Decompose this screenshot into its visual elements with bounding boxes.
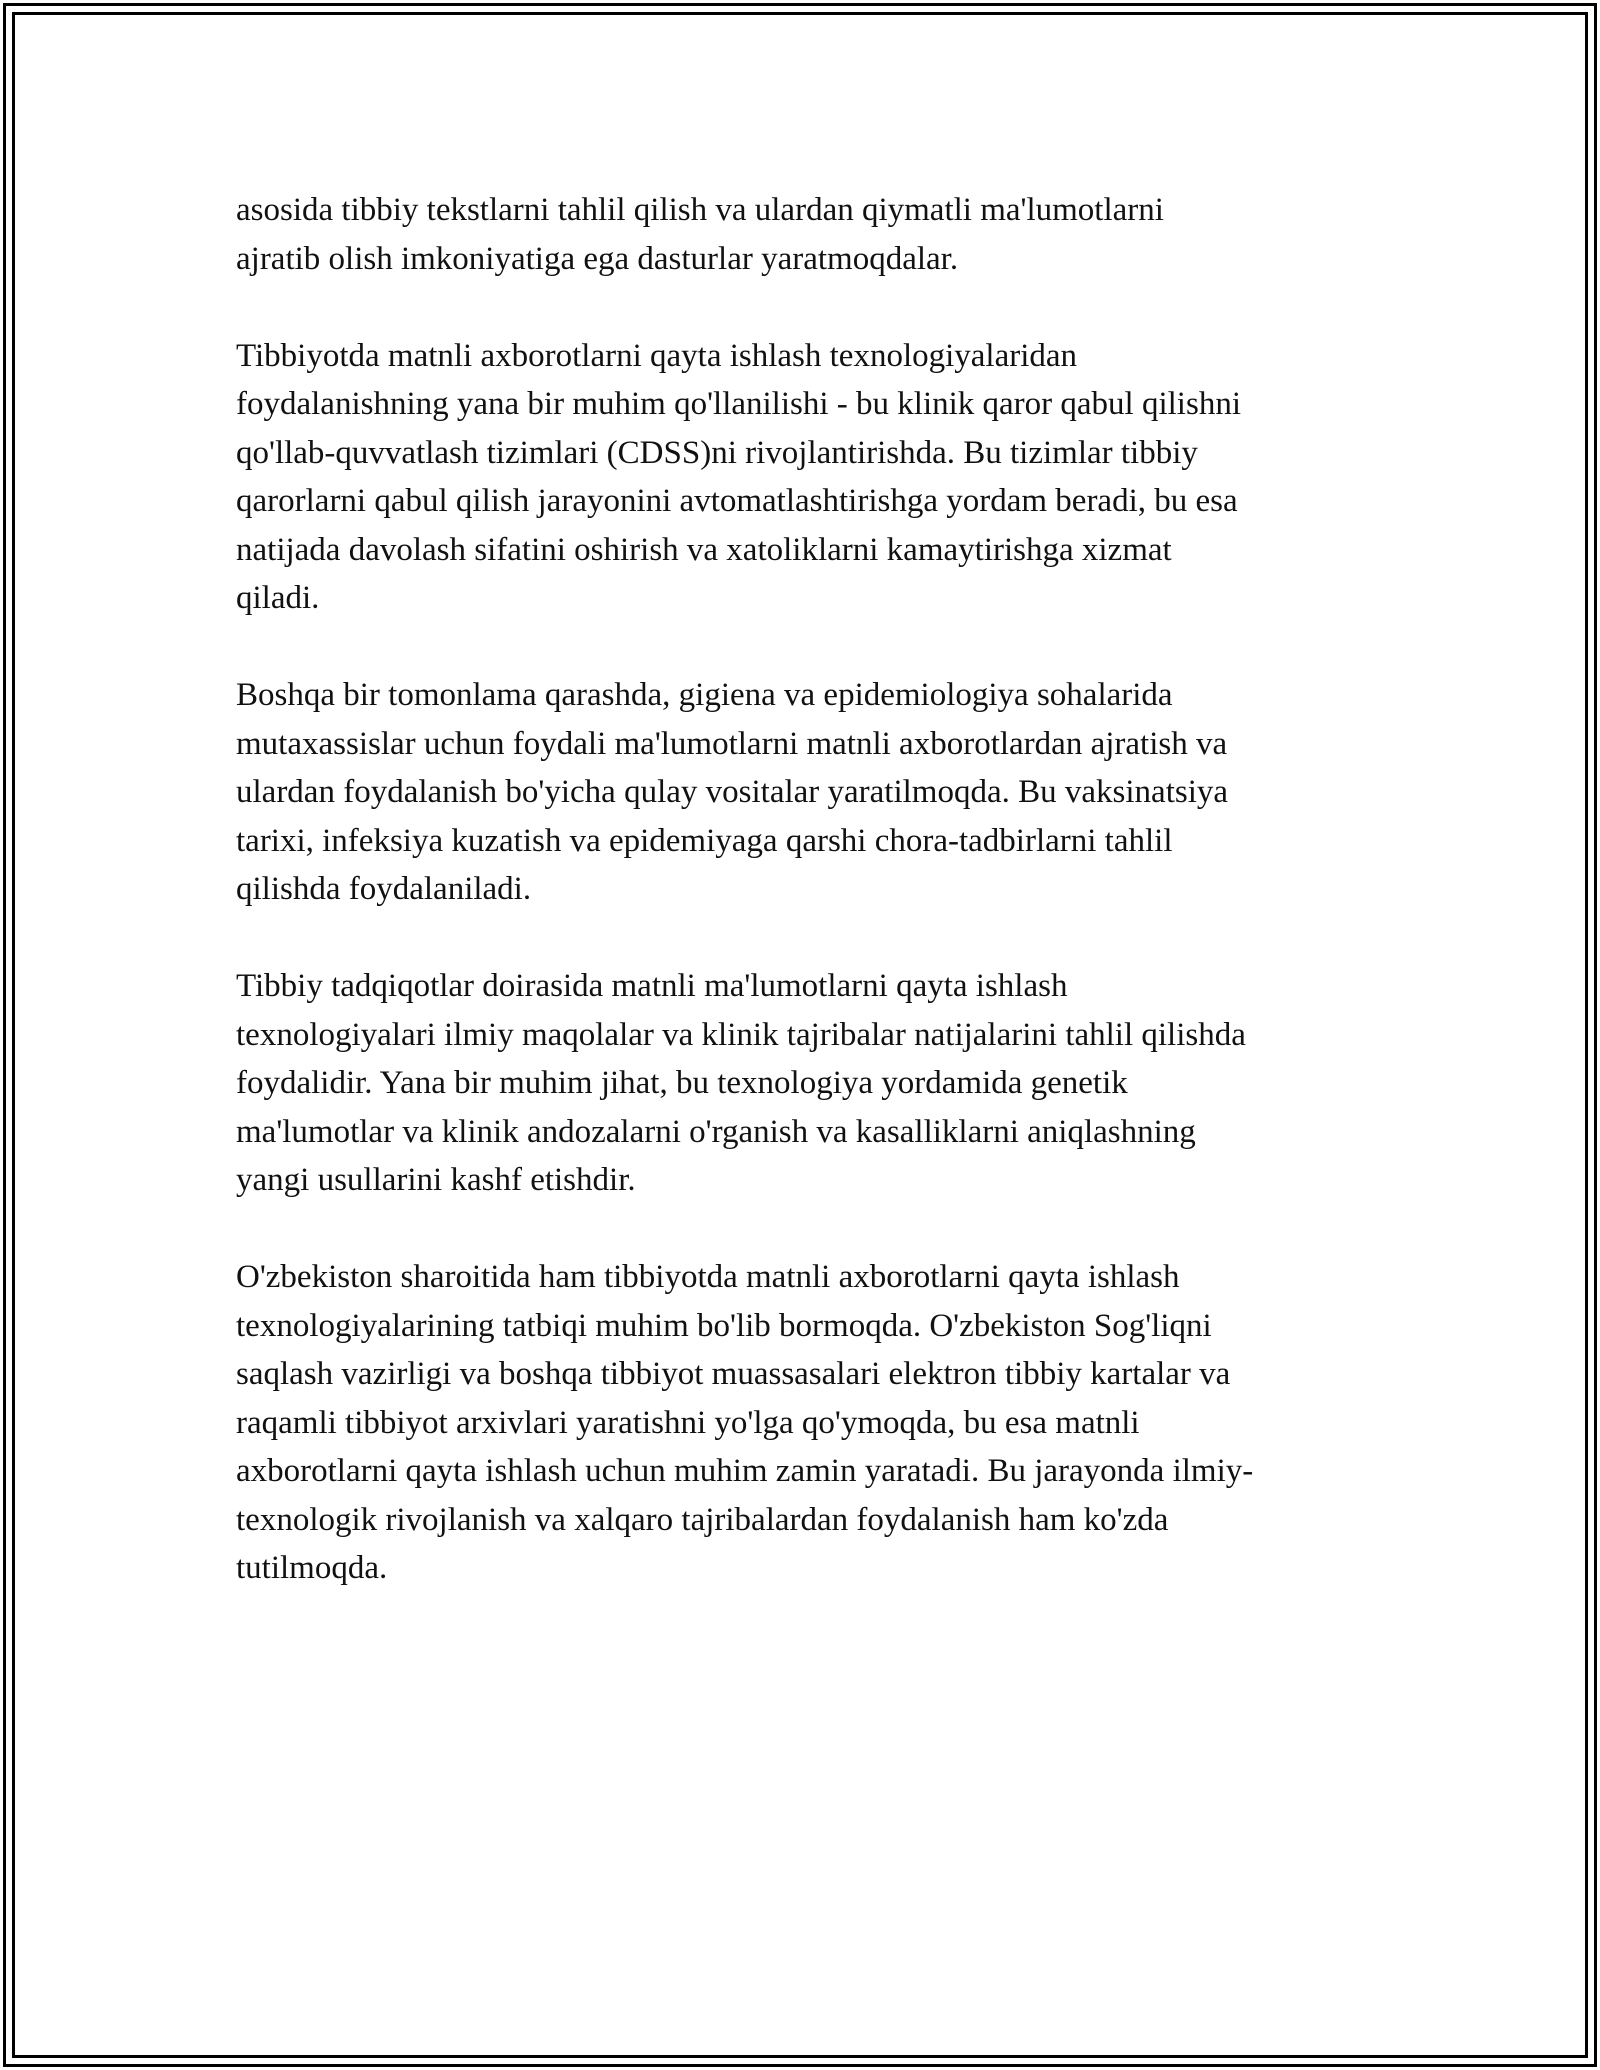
text-line: texnologik rivojlanish va xalqaro tajribalardan foydalanish ham ko'zda xyxy=(236,1501,1169,1538)
text-line: ajratib olish imkoniyatiga ega dasturlar yaratmoqdalar. xyxy=(236,240,959,277)
text-line: Tibbiyotda matnli axborotlarni qayta ishlash texnologiyalaridan xyxy=(236,337,1078,374)
text-line: yangi usullarini kashf etishdir. xyxy=(236,1162,636,1198)
text-line: tarixi, infeksiya kuzatish va epidemiyaga qarshi chora-tadbirlarni tahlil xyxy=(236,822,1173,859)
paragraph-4 xyxy=(236,962,1386,1205)
paragraph-2 xyxy=(236,332,1386,623)
text-line: foydalidir. Yana bir muhim jihat, bu texnologiya yordamida genetik xyxy=(236,1065,1128,1101)
text-line: Boshqa bir tomonlama qarashda, gigiena va epidemiologiya sohalarida xyxy=(236,677,1173,713)
text-line: axborotlarni qayta ishlash uchun muhim zamin yaratadi. Bu jarayonda ilmiy- xyxy=(236,1453,1254,1489)
text-line: natijada davolash sifatini oshirish va xatoliklarni kamaytirishga xizmat xyxy=(236,531,1172,568)
paragraph-1 xyxy=(236,186,1386,283)
text-line: Tibbiy tadqiqotlar doirasida matnli ma'lumotlarni qayta ishlash xyxy=(236,968,1068,1004)
document-body xyxy=(236,186,1386,1641)
paragraph-5 xyxy=(236,1253,1386,1593)
text-line: qilishda foydalaniladi. xyxy=(236,871,532,907)
text-line: raqamli tibbiyot arxivlari yaratishni yo'lga qo'ymoqda, bu esa matnli xyxy=(236,1404,1140,1441)
text-line: foydalanishning yana bir muhim qo'llanilishi - bu klinik qaror qabul qilishni xyxy=(236,386,1241,422)
text-line: qiladi. xyxy=(236,580,320,616)
text-line: texnologiyalarining tatbiqi muhim bo'lib bormoqda. O'zbekiston Sog'liqni xyxy=(236,1307,1212,1344)
text-line: qarorlarni qabul qilish jarayonini avtomatlashtirishga yordam beradi, bu esa xyxy=(236,483,1238,519)
text-line: saqlash vazirligi va boshqa tibbiyot muassasalari elektron tibbiy kartalar va xyxy=(236,1356,1231,1392)
text-line: ulardan foydalanish bo'yicha qulay vositalar yaratilmoqda. Bu vaksinatsiya xyxy=(236,774,1229,810)
text-line: qo'llab-quvvatlash tizimlari (CDSS)ni rivojlantirishda. Bu tizimlar tibbiy xyxy=(236,434,1198,471)
paragraph-3 xyxy=(236,671,1386,914)
text-line: mutaxassislar uchun foydali ma'lumotlarni matnli axborotlardan ajratish va xyxy=(236,725,1228,762)
text-line: asosida tibbiy tekstlarni tahlil qilish va ulardan qiymatli ma'lumotlarni xyxy=(236,192,1164,228)
text-line: tutilmoqda. xyxy=(236,1550,388,1586)
text-line: texnologiyalari ilmiy maqolalar va klinik tajribalar natijalarini tahlil qilishda xyxy=(236,1016,1246,1053)
text-line: O'zbekiston sharoitida ham tibbiyotda matnli axborotlarni qayta ishlash xyxy=(236,1259,1180,1295)
text-line: ma'lumotlar va klinik andozalarni o'rganish va kasalliklarni aniqlashning xyxy=(236,1113,1196,1150)
